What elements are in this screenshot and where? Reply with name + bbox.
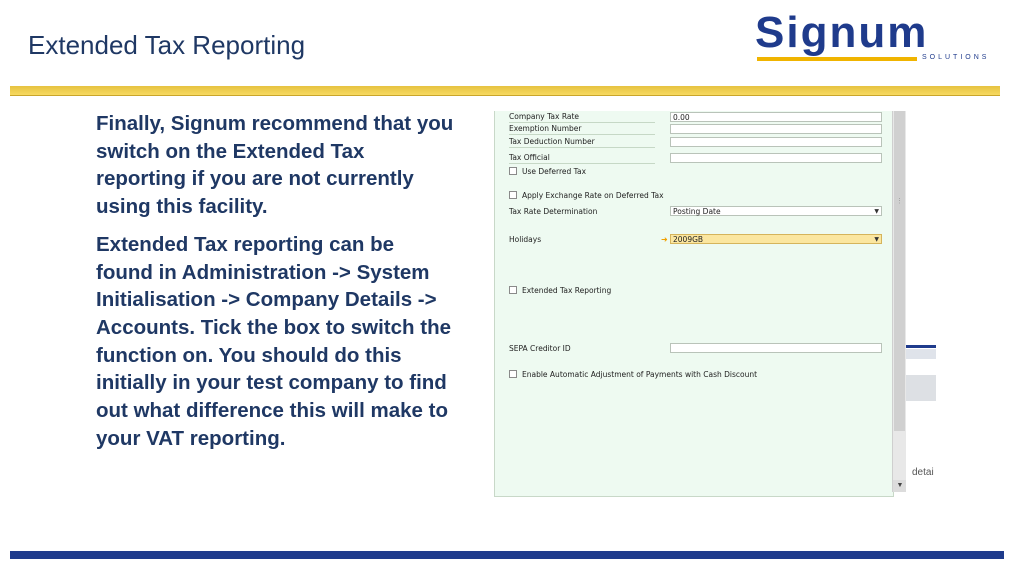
signum-logo (755, 8, 1003, 64)
row-company-tax-rate (509, 111, 690, 123)
label-tax-deduction-number: Tax Deduction Number (509, 136, 655, 148)
tax-rate-determination-select[interactable]: Posting Date ▼ (670, 206, 882, 216)
row-use-deferred-tax (509, 165, 586, 177)
label-sepa-creditor-id: SEPA Creditor ID (509, 343, 571, 353)
row-tax-rate-determination (509, 205, 721, 217)
paragraph-instructions: Extended Tax reporting can be found in Administration -> System Initialisation -> Company Details -> Accounts. Tick the box to switch the function on. You should do this initially in your test company to find out what difference this will make to your VAT reporting. (96, 232, 452, 450)
row-exemption-number (509, 123, 655, 135)
company-details-form (494, 111, 894, 497)
row-holidays (509, 233, 704, 245)
tax-official-field[interactable] (670, 153, 882, 163)
label-tax-rate-determination: Tax Rate Determination (509, 206, 598, 216)
extended-tax-reporting-checkbox[interactable] (509, 286, 517, 294)
row-enable-auto-adjustment (509, 368, 757, 380)
apply-exchange-rate-checkbox[interactable] (509, 191, 517, 199)
body-text (96, 110, 456, 462)
tax-deduction-number-field[interactable] (670, 137, 882, 147)
row-tax-official (509, 152, 655, 164)
paragraph-recommendation: Finally, Signum recommend that you switch on the Extended Tax reporting if you are not currently using this facility. (96, 112, 454, 219)
sepa-creditor-id-field[interactable] (670, 343, 882, 353)
logo-underline (757, 57, 917, 61)
strip-gray-bar (906, 349, 936, 359)
scroll-down-arrow-icon[interactable]: ▼ (893, 480, 907, 492)
company-tax-rate-field[interactable]: 0.00 (670, 112, 882, 122)
label-enable-auto-adjustment: Enable Automatic Adjustment of Payments with Cash Discount (522, 369, 758, 379)
label-company-tax-rate: Company Tax Rate (509, 111, 655, 123)
slide-title: Extended Tax Reporting (28, 30, 306, 60)
use-deferred-tax-checkbox[interactable] (509, 167, 517, 175)
label-exemption-number: Exemption Number (509, 123, 655, 135)
enable-auto-adjustment-checkbox[interactable] (509, 370, 517, 378)
row-apply-exchange-rate (509, 189, 664, 201)
logo-wordmark: Signum (755, 8, 929, 57)
bottom-divider (10, 551, 1004, 559)
label-extended-tax-reporting: Extended Tax Reporting (522, 285, 612, 295)
strip-blue-line (906, 345, 936, 348)
holidays-select[interactable] (661, 234, 882, 244)
label-apply-exchange-rate: Apply Exchange Rate on Deferred Tax (522, 190, 664, 200)
label-use-deferred-tax: Use Deferred Tax (522, 166, 587, 176)
row-sepa-creditor-id (509, 342, 655, 354)
logo-subtitle: SOLUTIONS (922, 54, 990, 61)
top-divider (10, 86, 1000, 96)
row-tax-deduction-number (509, 136, 655, 148)
strip-partial-text: detai (912, 467, 934, 478)
grip-icon: ⋮ (896, 198, 903, 205)
strip-gray-block (906, 375, 936, 401)
row-extended-tax-reporting (509, 284, 611, 296)
holidays-value: 2009GB (673, 235, 704, 244)
form-scrollbar[interactable] (892, 111, 907, 492)
link-arrow-icon[interactable]: ➜ (661, 235, 668, 244)
exemption-number-field[interactable] (670, 124, 882, 134)
background-window-strip (906, 111, 936, 496)
label-tax-official: Tax Official (509, 152, 655, 164)
scrollbar-thumb[interactable] (894, 111, 905, 431)
label-holidays: Holidays (509, 234, 542, 244)
